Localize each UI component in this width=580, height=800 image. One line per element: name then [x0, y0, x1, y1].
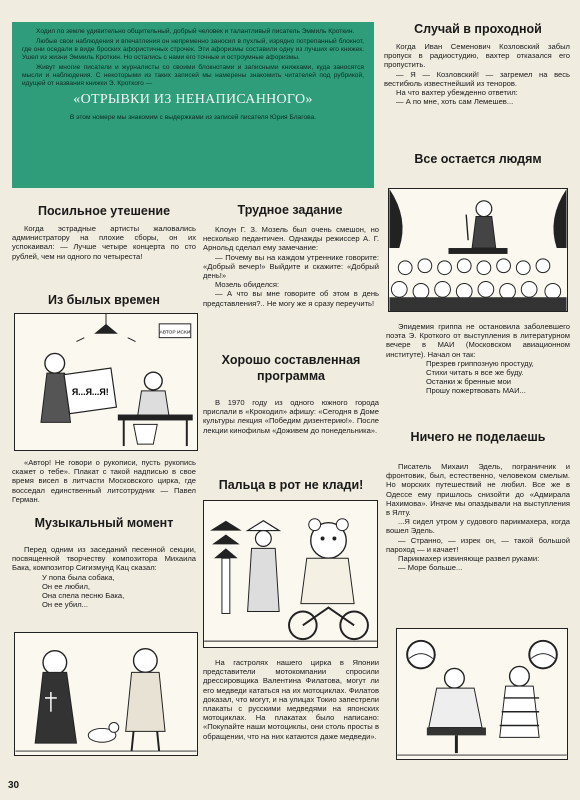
col2-text-1-p2: — Почему вы на каждом утреннике говорите: «Добрый вечер!» Выйдите и скажите: «Добрый день!»	[203, 252, 379, 281]
cartoon-poster-text: Я...Я...Я!	[71, 386, 109, 397]
verse-line: Он ее любил,	[42, 581, 91, 591]
verse-line: Презрев гриппозную простуду,	[426, 358, 534, 368]
col3-text-3-p5: — Море больше...	[398, 563, 463, 573]
col1-text-1	[12, 224, 196, 261]
col1-title-2: Из былых времен	[48, 293, 160, 307]
col2-text-1-p3: Мозель обиделся:	[215, 280, 280, 290]
col2-text-1-p4: — А что вы мне говорите об этом в день представления?.. Не могу же я сразу переучить!	[203, 289, 379, 308]
col3-text-1-p2: — Я — Козловский! — загремел на весь вестибюль известнейший из теноров.	[384, 69, 570, 88]
verse-line: Прошу пожертвовать МАИ...	[426, 386, 526, 396]
col1-text-1-p: Когда эстрадные артисты жаловались администратору на плохие сборы, он их успокаивал: — Лучше четыре концерта по сто рублей, чем ни одного по четыреста!	[12, 224, 196, 261]
col2-text-2	[203, 398, 379, 435]
col1-title-3: Музыкальный момент	[34, 516, 174, 530]
col3-text-1-p1: Когда Иван Семенович Козловский забыл пропуск в радиостудию, вахтер отказался его пропустить.	[384, 42, 570, 70]
intro-note: В этом номере мы знакомим с выдержками из записей писателя Юрия Благова.	[69, 114, 317, 121]
col3-title-2: Все остается людям	[414, 152, 542, 166]
col3-text-2-p: Эпидемия гриппа не остановила заболевшего поэта Э. Кроткого от выступления в литературном вечере в МАИ (Московском авиационном институте). Начал он так:	[386, 322, 570, 359]
cartoon-poet-audience	[388, 188, 568, 312]
col3-text-3-p3: — Странно, — изрек он, — такой большой пароход — и качает!	[386, 535, 570, 554]
cartoon-bear-motorcycle-drawing	[204, 501, 377, 647]
intro-box	[12, 22, 374, 188]
verse-line: Она спела песню Бака,	[42, 591, 125, 601]
col2-text-3-p: На гастролях нашего цирка в Японии представители мотокомпании спросили дрессировщика Валентина Филатова, могут ли его медведи кататься на их мотоциклах. Филатов доказал, что могут, и на улицах Токио запестрели плакаты с русскими медведями на японских мотоциклах. На плакатах было написано: «Покупайте наши мотоциклы, они столь просты в обращении, что на них катаются даже медведи».	[203, 658, 379, 741]
cartoon-poet-audience-drawing	[389, 189, 567, 311]
col3-text-3	[386, 462, 570, 572]
verse-line: Он ее убил...	[42, 600, 89, 610]
intro-paragraph-2: Любые свои наблюдения и впечатления он непременно заносил в пухлый, изрядно потрепанный блокнот, где они оседали в виде броских афористичных строчек. Эти афоризмы составили одну из лучших его книжек. Ушел из жизни Эммиль Кроткин. Но остались с нами его точные и остроумные афоризмы.	[22, 38, 364, 61]
col1-text-3	[12, 545, 196, 609]
intro-paragraph-1: Ходил по земле удивительно общительный, добрый человек и талантливый писатель Эммиль Кроткин.	[36, 28, 355, 35]
col2-title-1: Трудное задание	[237, 203, 343, 217]
col3-text-3-p2: ...Я сидел утром у судового парикмахера, когда вошел Эдель.	[386, 517, 570, 536]
col2-text-2-p: В 1970 году из одного южного города прислали в «Крокодил» афишу: «Сегодня в Доме культуры лекция «Победим дизентерию!». После лекции кинофильм «Доживем до понедельника».	[203, 398, 379, 435]
col2-text-1-p1: Клоун Г. З. Мозель был очень смешон, но несколько педантичен. Однажды режиссер А. Г. Арнольд сделал ему замечание:	[203, 225, 379, 253]
col1-text-3-p: Перед одним из заседаний песенной секции, посвященной творчеству композитора Михаила Бака, композитор Сигизмунд Кац сказал:	[12, 545, 196, 573]
verse-line: У попа была собака,	[42, 572, 115, 582]
col3-text-1-p3: На что вахтер убежденно ответил:	[396, 88, 518, 98]
col3-text-1	[384, 42, 570, 106]
cartoon-author-poster-drawing	[15, 314, 197, 450]
col2-title-2: Хорошо составленная программа	[221, 353, 361, 383]
col3-text-3-p4: Парикмахер извиняюще развел руками:	[398, 554, 540, 564]
col3-text-1-p4: — А по мне, хоть сам Лемешев...	[396, 97, 514, 107]
col1-title-1: Посильное утешение	[37, 204, 171, 218]
col2-title-3: Пальца в рот не клади!	[218, 478, 364, 492]
col3-text-3-p1: Писатель Михаил Эдель, пограничник и фронтовик, был, естественно, человеком смелым. Но морских путешествий не любил. Все же в Одессе ему пришлось снизойти до «Адмирала Нахимова». Иначе мы опаздывали на выступления в Ялту.	[386, 462, 570, 518]
col1-caption: «Автор! Не говори о рукописи, пусть рукопись скажет о тебе». Плакат с такой надписью в свое время висел в литчасти Московского цирка, где восседал единственный литсотрудник — Павел Герман.	[12, 458, 196, 504]
cartoon-barber-ship	[396, 628, 568, 760]
col3-text-2	[386, 322, 570, 396]
cartoon-priest-dog-drawing	[15, 633, 197, 755]
col3-title-1: Случай в проходной	[414, 22, 542, 36]
col1-text-2	[12, 458, 196, 504]
cartoon-priest-dog	[14, 632, 198, 756]
page-number: 30	[8, 780, 20, 791]
verse-line: Стихи читать я все же буду.	[426, 368, 524, 378]
col3-title-3: Ничего не поделаешь	[410, 430, 546, 444]
col2-text-1	[203, 225, 379, 308]
cartoon-barber-ship-drawing	[397, 629, 567, 759]
verse-line: Останки ж бренные мои	[426, 377, 512, 387]
col2-text-3	[203, 658, 379, 741]
cartoon-author-poster	[14, 313, 198, 451]
intro-paragraph-3: Живут многие писатели и журналисты со своими блокнотами и записными книжками, куда заносятся мысли и наблюдения. С некоторыми из таких записей мы намерены знакомить читателей под рубрикой, идущей от названия книжки Э. Кроткого —	[22, 64, 364, 87]
cartoon-sign-text: АВТОР ИСКИ	[159, 330, 191, 336]
rubric-title: «ОТРЫВКИ ИЗ НЕНАПИСАННОГО»	[73, 92, 313, 107]
cartoon-bear-motorcycle	[203, 500, 378, 648]
